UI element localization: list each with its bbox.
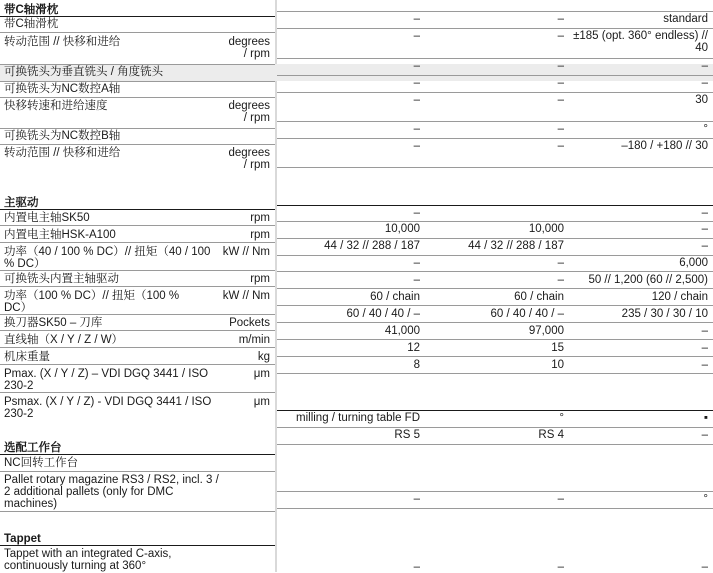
- value-cell: 41,000: [384, 325, 420, 337]
- divider: [277, 373, 713, 374]
- divider: [0, 347, 275, 348]
- row-label: NC回转工作台: [4, 457, 79, 469]
- divider: [277, 508, 713, 509]
- divider: [0, 225, 275, 226]
- section-optional-table: 选配工作台: [4, 442, 62, 454]
- divider: [277, 491, 713, 492]
- divider: [277, 444, 713, 445]
- value-cell: –: [701, 77, 708, 89]
- value-cell: –: [413, 60, 420, 72]
- row-label: Tappet with an integrated C-axis, continuously turning at 360°: [4, 548, 172, 572]
- value-cell: –: [413, 207, 420, 219]
- divider: [0, 545, 275, 546]
- value-cell: 50 // 1,200 (60 // 2,500): [588, 274, 708, 286]
- row-unit: degrees / rpm: [228, 36, 270, 60]
- value-cell: –: [557, 257, 564, 269]
- divider: [277, 138, 713, 139]
- value-cell: 60 / chain: [370, 291, 420, 303]
- value-cell: ±185 (opt. 360° endless) // 40: [573, 30, 708, 54]
- value-cell: 12: [407, 342, 420, 354]
- value-cell: 97,000: [528, 325, 564, 337]
- divider: [0, 209, 275, 210]
- value-cell: 10,000: [528, 223, 564, 235]
- divider: [277, 121, 713, 122]
- value-cell: –: [701, 240, 708, 252]
- row-label: 转动范围 // 快移和进给: [4, 147, 121, 159]
- value-cell: 10,000: [384, 223, 420, 235]
- divider: [0, 314, 275, 315]
- row-unit: kW // Nm: [222, 290, 270, 302]
- divider: [0, 286, 275, 287]
- row-unit: Pockets: [229, 317, 270, 329]
- value-cell: –: [557, 13, 564, 25]
- value-cell: RS 5: [394, 429, 420, 441]
- value-cell: 235 / 30 / 30 / 10: [621, 308, 708, 320]
- divider: [0, 242, 275, 243]
- divider: [277, 288, 713, 289]
- divider: [0, 511, 275, 512]
- value-cell: –: [413, 13, 420, 25]
- value-cell: –: [701, 207, 708, 219]
- row-label: 快移转速和进给速度: [4, 100, 108, 112]
- value-cell: –: [557, 60, 564, 72]
- row-unit: rpm: [250, 229, 270, 241]
- row-label: 可换铣头为NC数控B轴: [4, 130, 121, 142]
- value-cell: –: [701, 359, 708, 371]
- value-cell: –: [701, 325, 708, 337]
- value-cell: °: [559, 412, 564, 424]
- row-label: 内置电主轴HSK-A100: [4, 229, 116, 241]
- column-separator: [275, 0, 277, 572]
- divider: [0, 64, 275, 65]
- value-cell: 60 / chain: [514, 291, 564, 303]
- value-cell: –: [701, 60, 708, 72]
- value-cell: –: [557, 274, 564, 286]
- value-cell: –: [413, 77, 420, 89]
- divider: [0, 144, 275, 145]
- row-label: Pallet rotary magazine RS3 / RS2, incl. 3 / 2 additional pallets (only for DMC machines): [4, 474, 219, 510]
- value-cell: 60 / 40 / 40 / –: [490, 308, 564, 320]
- value-cell: –: [557, 30, 564, 42]
- divider: [0, 97, 275, 98]
- value-cell: –: [413, 274, 420, 286]
- divider: [277, 11, 713, 12]
- divider: [277, 322, 713, 323]
- divider: [277, 238, 713, 239]
- divider: [277, 339, 713, 340]
- row-label: 功率（100 % DC）// 扭矩（100 % DC）: [4, 290, 180, 314]
- divider: [277, 427, 713, 428]
- value-cell: –: [557, 94, 564, 106]
- value-cell: –: [701, 561, 708, 573]
- value-cell: standard: [663, 13, 708, 25]
- value-cell: –: [413, 257, 420, 269]
- divider: [277, 271, 713, 272]
- value-cell: 10: [551, 359, 564, 371]
- divider: [0, 364, 275, 365]
- value-cell: –: [413, 94, 420, 106]
- value-cell: 30: [695, 94, 708, 106]
- row-unit: μm: [253, 396, 270, 408]
- value-cell: ▪: [703, 412, 708, 424]
- value-cell: –180 / +180 // 30: [621, 140, 708, 152]
- value-cell: –: [413, 30, 420, 42]
- row-label: Pmax. (X / Y / Z) – VDI DGQ 3441 / ISO 230-2: [4, 368, 209, 392]
- divider: [277, 356, 713, 357]
- divider: [0, 330, 275, 331]
- divider: [0, 32, 275, 33]
- value-cell: –: [557, 123, 564, 135]
- value-cell: °: [703, 493, 708, 505]
- row-unit: kg: [257, 351, 270, 363]
- value-cell: –: [557, 561, 564, 573]
- divider: [0, 471, 275, 472]
- row-unit: rpm: [250, 273, 270, 285]
- divider: [0, 392, 275, 393]
- row-unit: rpm: [250, 212, 270, 224]
- row-label: 可换铣头为NC数控A轴: [4, 83, 121, 95]
- divider: [0, 454, 275, 455]
- row-unit: degrees / rpm: [228, 147, 270, 171]
- value-cell: –: [701, 223, 708, 235]
- value-cell: 8: [413, 359, 420, 371]
- divider: [277, 58, 713, 59]
- value-cell: –: [701, 342, 708, 354]
- row-unit: m/min: [238, 334, 270, 346]
- value-cell: –: [557, 140, 564, 152]
- row-unit: degrees / rpm: [228, 100, 270, 124]
- divider: [277, 167, 713, 168]
- row-unit: μm: [253, 368, 270, 380]
- value-cell: –: [557, 77, 564, 89]
- row-label: 内置电主轴SK50: [4, 212, 90, 224]
- divider: [0, 128, 275, 129]
- value-cell: –: [413, 561, 420, 573]
- value-cell: °: [703, 123, 708, 135]
- value-cell: –: [557, 493, 564, 505]
- value-cell: 44 / 32 // 288 / 187: [468, 240, 564, 252]
- row-label: 功率（40 / 100 % DC）// 扭矩（40 / 100 % DC）: [4, 246, 211, 270]
- value-cell: milling / turning table FD: [296, 412, 420, 424]
- divider: [277, 305, 713, 306]
- row-label: 直线轴（X / Y / Z / W）: [4, 334, 124, 346]
- row-label: 转动范围 // 快移和进给: [4, 36, 121, 48]
- divider: [277, 255, 713, 256]
- divider: [277, 28, 713, 29]
- divider: [277, 221, 713, 222]
- row-label: 可换铣头为垂直铣头 / 角度铣头: [4, 66, 164, 78]
- divider: [277, 205, 713, 206]
- divider: [277, 410, 713, 411]
- value-cell: 120 / chain: [651, 291, 708, 303]
- value-cell: –: [413, 140, 420, 152]
- section-main-drive: 主驱动: [4, 197, 39, 209]
- value-cell: 15: [551, 342, 564, 354]
- row-label: 换刀器SK50 – 刀库: [4, 317, 103, 329]
- row-label: 机床重量: [4, 351, 50, 363]
- divider: [0, 81, 275, 82]
- row-label: 带C轴滑枕: [4, 18, 59, 30]
- divider: [277, 92, 713, 93]
- value-cell: –: [413, 493, 420, 505]
- value-cell: 60 / 40 / 40 / –: [346, 308, 420, 320]
- value-cell: –: [701, 429, 708, 441]
- value-cell: –: [413, 123, 420, 135]
- section-c-axis-head: 带C轴滑枕: [4, 4, 59, 16]
- divider: [0, 270, 275, 271]
- row-label: Psmax. (X / Y / Z) - VDI DGQ 3441 / ISO 230-2: [4, 396, 212, 420]
- value-cell: 44 / 32 // 288 / 187: [324, 240, 420, 252]
- divider: [277, 75, 713, 76]
- section-tappet: Tappet: [4, 533, 41, 545]
- divider: [0, 16, 275, 17]
- row-label: 可换铣头内置主轴驱动: [4, 273, 119, 285]
- row-unit: kW // Nm: [222, 246, 270, 258]
- value-cell: 6,000: [679, 257, 708, 269]
- value-cell: RS 4: [538, 429, 564, 441]
